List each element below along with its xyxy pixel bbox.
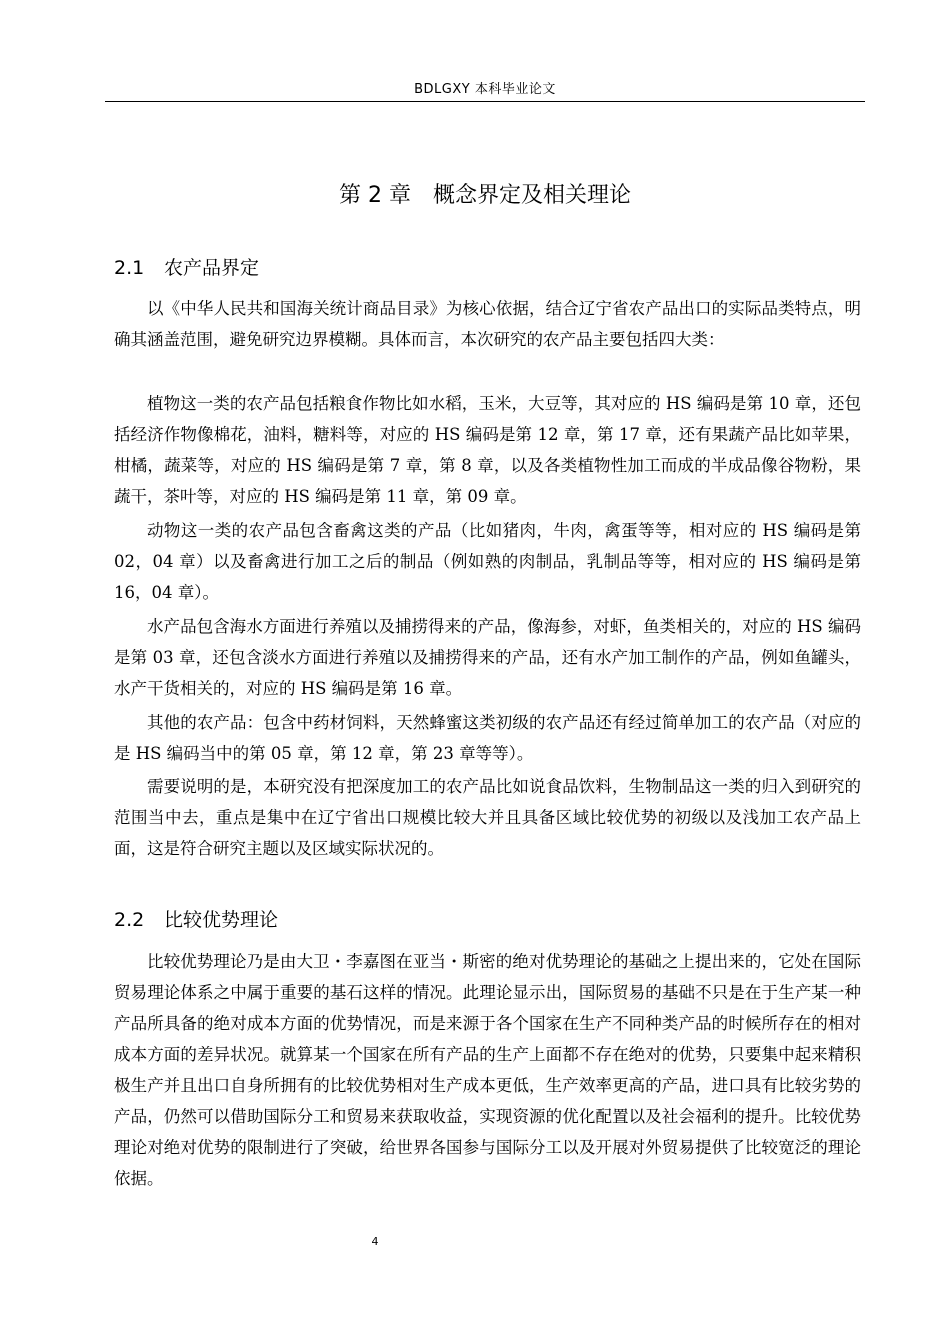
section-number: 2.1 (114, 257, 145, 279)
paragraph: 以《中华人民共和国海关统计商品目录》为核心依据，结合辽宁省农产品出口的实际品类特点，明确其涵盖范围，避免研究边界模糊。具体而言，本次研究的农产品主要包括四大类： (114, 299, 861, 349)
paragraph: 植物这一类的农产品包括粮食作物比如水稻，玉米，大豆等，其对应的 HS 编码是第 10 章，还包括经济作物像棉花，油料，糖料等，对应的 HS 编码是第 12 章，第 17 章，还有果蔬产品比如苹果，柑橘，蔬菜等，对应的 HS 编码是第 7 章，第 8 章，以及各类植物性加工而成的半成品像谷物粉，果蔬干，茶叶等，对应的 HS 编码是第 11 章，第 09 章。 (114, 394, 861, 506)
section-title-text: 农产品界定 (164, 257, 260, 279)
section-title-text: 比较优势理论 (164, 909, 279, 931)
paragraph: 水产品包含海水方面进行养殖以及捕捞得来的产品，像海参，对虾，鱼类相关的，对应的 HS 编码是第 03 章，还包含淡水方面进行养殖以及捕捞得来的产品，还有水产加工制作的产品，例如鱼罐头，水产干货相关的，对应的 HS 编码是第 16 章。 (114, 617, 861, 698)
section-heading-2-2 (114, 905, 278, 932)
paragraph: 比较优势理论乃是由大卫・李嘉图在亚当・斯密的绝对优势理论的基础之上提出来的，它处在国际贸易理论体系之中属于重要的基石这样的情况。此理论显示出，国际贸易的基础不只是在于生产某一种产品所具备的绝对成本方面的优势情况，而是来源于各个国家在生产不同种类产品的时候所存在的相对成本方面的差异状况。就算某一个国家在所有产品的生产上面都不存在绝对的优势，只要集中起来精积极生产并且出口自身所拥有的比较优势相对生产成本更低，生产效率更高的产品，进口具有比较劣势的产品，仍然可以借助国际分工和贸易来获取收益，实现资源的优化配置以及社会福利的提升。比较优势理论对绝对优势的限制进行了突破，给世界各国参与国际分工以及开展对外贸易提供了比较宽泛的理论依据。 (114, 952, 861, 1188)
paragraph: 动物这一类的农产品包含畜禽这类的产品（比如猪肉，牛肉，禽蛋等等，相对应的 HS 编码是第 02，04 章）以及畜禽进行加工之后的制品（例如熟的肉制品，乳制品等等，相对应的 HS 编码是第 16，04 章）。 (114, 521, 861, 602)
running-header: BDLGXY 本科毕业论文 (414, 82, 556, 97)
page-number: 4 (371, 1235, 379, 1248)
chapter-title: 第 2 章 概念界定及相关理论 (339, 183, 631, 208)
section-heading-2-1 (114, 253, 259, 280)
paragraph: 需要说明的是，本研究没有把深度加工的农产品比如说食品饮料，生物制品这一类的归入到研究的范围当中去，重点是集中在辽宁省出口规模比较大并且具备区域比较优势的初级以及浅加工农产品上面，这是符合研究主题以及区域实际状况的。 (114, 777, 861, 858)
section-number: 2.2 (114, 909, 145, 931)
header-rule (105, 101, 865, 102)
paragraph: 其他的农产品：包含中药材饲料，天然蜂蜜这类初级的农产品还有经过简单加工的农产品（对应的是 HS 编码当中的第 05 章，第 12 章，第 23 章等等）。 (114, 713, 861, 763)
